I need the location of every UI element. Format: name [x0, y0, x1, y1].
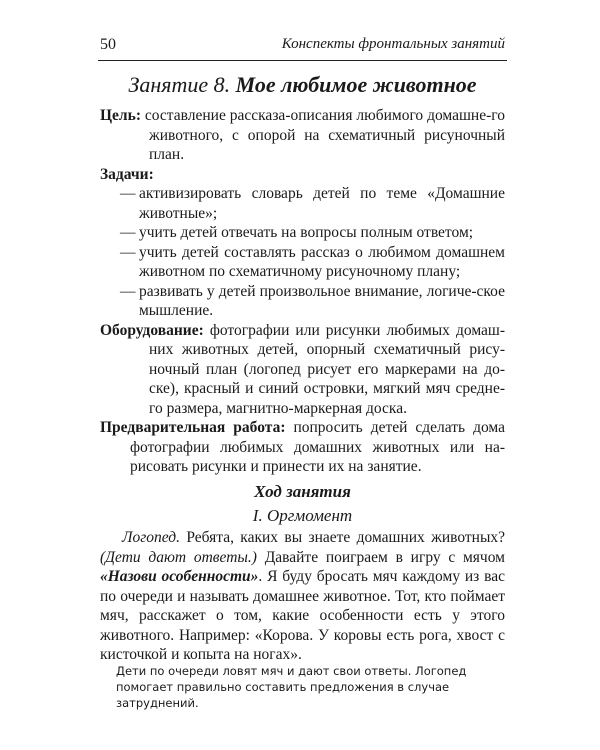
page-number: 50	[100, 36, 116, 53]
header-rule	[98, 60, 507, 61]
lesson-title	[100, 72, 505, 98]
goal-text: составление рассказа-описания любимого домашне-го животного, с опорой на схематичный рисуночный план.	[141, 107, 505, 163]
game-name: «Назови особенности»	[100, 568, 259, 585]
teacher-note: Дети по очереди ловят мяч и дают свои ответы. Логопед помогает правильно составить предложения в случае затруднений.	[116, 664, 467, 710]
goal-paragraph	[100, 106, 505, 165]
running-title: Конспекты фронтальных занятий	[281, 36, 505, 52]
equipment-label: Оборудование:	[100, 321, 204, 339]
task-item: — развивать у детей произвольное внимание, логиче-ское мышление.	[120, 282, 505, 319]
lesson-title-name: Мое любимое животное	[235, 72, 477, 97]
equipment-text: фотографии или рисунки любимых домаш-них животных детей, опорный схематичный рису-ночный план (логопед рисует его маркерами на до-ске), красный и синий островки, мягкий мяч средне-го размера, магнитно-маркерная доска.	[149, 321, 505, 417]
lesson-heading: Ход занятия	[254, 482, 351, 501]
section-heading: I. Оргмомент	[252, 506, 353, 525]
goal-label: Цель:	[100, 107, 141, 124]
speaker-label: Логопед.	[122, 529, 181, 546]
stage-remark: (Дети дают ответы.)	[100, 548, 257, 566]
page-header	[100, 36, 505, 58]
task-item: — учить детей отвечать на вопросы полным ответом;	[120, 224, 474, 241]
tasks-label: Задачи:	[100, 165, 154, 183]
task-item: — учить детей составлять рассказ о любимом домашнем животном по схематичному рисуночному плану;	[120, 243, 505, 280]
preparation-text: попросить детей сделать дома фотографии любимых домашних животных или на-рисовать рисунки и принести их на занятие.	[130, 419, 505, 475]
equipment-paragraph	[100, 321, 505, 419]
lesson-title-prefix: Занятие 8.	[128, 72, 236, 97]
dialogue-paragraph: Логопед. Ребята, каких вы знаете домашних животных? (Дети дают ответы.) Давайте поиграем в игру с мячом «Назови особенности». Я буду бросать мяч каждому из вас по очереди и называть домашнее животное. Тот, кто поймает мяч, расскажет о том, какие особенности есть у этого животного. Например: «Корова. У коровы есть рога, хвост с кисточкой и копыта на ногах».	[100, 529, 505, 663]
preparation-paragraph	[100, 418, 505, 477]
preparation-label: Предварительная работа:	[100, 419, 286, 436]
lesson-details	[100, 106, 505, 477]
task-item: — активизировать словарь детей по теме «Домашние животные»;	[120, 185, 505, 222]
